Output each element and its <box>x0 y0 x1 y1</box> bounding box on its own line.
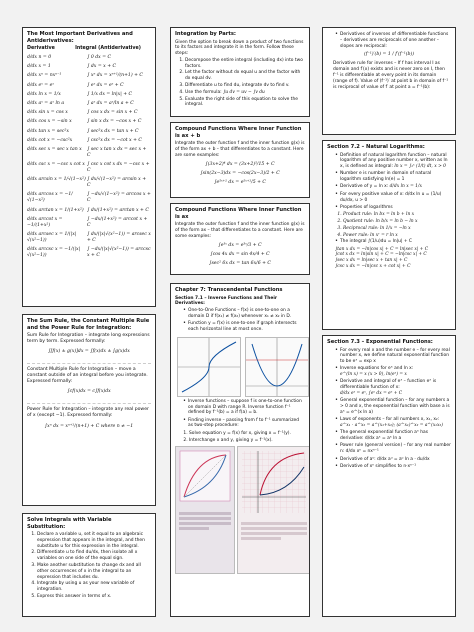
parts-box <box>170 27 310 117</box>
derivatives-list <box>27 55 151 259</box>
integral-formula: ∫ eˣ dx = eˣ + C <box>87 82 124 88</box>
integral-formula: ∫ xⁿ dx = xⁿ⁺¹/(n+1) + C <box>87 73 143 79</box>
integral-formula: ∫ −dx/(1+x²) = arccot x + C <box>87 216 148 228</box>
section72-bullet <box>335 184 451 190</box>
inverse-derivative-box <box>322 27 456 135</box>
inverse-derivative-bullet: • Derivatives of inverses of differentiable functions – derivatives are reciprocals of one another – slopes are reciprocal: <box>335 32 451 49</box>
parts-steps <box>185 58 305 108</box>
integral-formula: ∫ csc²x dx = −cot x + C <box>87 137 142 143</box>
compound-ax-example: ∫sec² 6x dx = tan 6x/6 + C <box>209 261 271 267</box>
sum-rule-text: Sum Rule for Integration – integrate long expressions term by term. Expressed formally: <box>27 333 150 344</box>
derivative-formula: d/dx cos x = −sin x <box>27 119 72 125</box>
text-line <box>179 527 209 530</box>
substitution-steps <box>37 532 151 600</box>
section73-bullet: • For every real x and the number e – for every real number x, we define natural exponential function to be eˣ = exp x <box>335 348 451 365</box>
graph-area <box>175 335 305 397</box>
section72-bullet <box>335 153 451 170</box>
section72-bullet: • Properties of logarithms <box>335 205 451 211</box>
integral-formula: ∫ sin x dx = −cos x + C <box>87 119 142 125</box>
section72-bullet: • The integral ∫(1/u)du = ln|u| + C <box>335 239 451 245</box>
derivative-formula: d/dx arctan x = 1/(1+x²) <box>27 207 84 213</box>
integral-formula: ∫ sec x tan x dx = sec x + C <box>87 146 147 158</box>
not-one-to-one-graph <box>245 337 309 397</box>
parts-title: Integration by Parts: <box>175 31 236 37</box>
trig-integrals <box>327 247 451 270</box>
derivative-row <box>27 232 151 244</box>
text-line <box>241 527 307 530</box>
derivative-formula: d/dx tan x = sec²x <box>27 128 69 134</box>
section73-bullet: • Derivative of aᵘ: d/dx aᵘ = aᵘ ln a · du/dx <box>335 457 451 463</box>
graph-paper-icon <box>238 447 310 517</box>
integral-formula: ∫ −dx/(|x|√(x²−1)) = arccsc x + C <box>87 247 151 259</box>
compound-axb-example: ∫sin(2x−3)dx = −cos(2x−3)/2 + C <box>200 171 280 177</box>
power-rule-formula: ∫xⁿ dx = xⁿ⁺¹/(n+1) + C where n ≠ −1 <box>44 424 134 429</box>
derivative-formula: d/dx cot x = −csc²x <box>27 137 73 143</box>
compound-axb-example: ∫(3x+2)⁴ dx = (3x+2)⁵/15 + C <box>205 162 275 168</box>
section72-box <box>322 140 456 330</box>
derivative-col-header: Derivative <box>27 46 55 51</box>
section73-bullet <box>335 379 451 396</box>
integral-formula: ∫ dx/(1+x²) = arctan x + C <box>87 207 149 213</box>
integral-formula: ∫ 0 dx = C <box>87 55 112 60</box>
derivative-row <box>27 101 151 107</box>
log-property: 2. Quotient rule: ln b/x = ln b − ln x <box>343 219 451 225</box>
substitution-step: 1. Declare a variable u, set it equal to an algebraic expression that appears in the integral, and then substitute u for this expression in the integral. <box>37 532 151 549</box>
derivative-row <box>27 73 151 79</box>
inverse-step: 1. Solve equation y = f(x) for x, giving x = f⁻¹(y). <box>189 431 305 437</box>
derivative-formula: d/dx arccsc x = −1/(|x|√(x²−1)) <box>27 247 81 259</box>
textbook-graph-icon <box>176 447 234 507</box>
derivative-row <box>27 92 151 98</box>
chapter7-title: Chapter 7: Transcendental Functions <box>175 287 283 293</box>
derivatives-table-box <box>22 27 156 307</box>
parts-step: 1. Decompose the entire integral (including dx) into two factors. <box>185 58 305 70</box>
integral-formula: ∫ aˣ dx = aˣ/ln a + C <box>87 100 134 106</box>
section72-title: Section 7.2 – Natural Logarithms: <box>327 144 425 150</box>
section72-formula: ln x = ∫₁ˣ (1/t) dt, x > 0 <box>394 164 446 170</box>
compound-ax-example: ∫e³ˣ dx = e³ˣ/3 + C <box>218 243 262 249</box>
chapter7-box <box>170 283 310 617</box>
substitution-box <box>22 513 156 617</box>
integral-formula: ∫ 1/x dx = ln|x| + C <box>87 91 133 97</box>
constant-multiple-text: Constant Multiple Rule for Integration – move a constant outside of an integral before you integrate. Expressed formally: <box>27 367 148 384</box>
trig-integral: ∫sec x dx = ln|sec x + tan x| + C <box>335 258 408 264</box>
derivative-row <box>27 119 151 125</box>
chapter7-bullet: • One-to-One Functions – f(x) is one-to-one on a domain D if f(x₁) ≠ f(x₂) whenever x₁ ≠ x₂ in D. <box>183 308 305 320</box>
derivative-formula: d/dx arcsin x = 1/√(1−x²) <box>27 177 86 183</box>
derivative-formula: d/dx csc x = −csc x cot x <box>27 162 85 168</box>
derivative-formula: d/dx n = 0 <box>27 55 52 60</box>
one-to-one-graph <box>177 337 241 397</box>
section73-formula: d/dx eˣ = eˣ, ∫eˣ dx = eˣ + C <box>340 391 403 397</box>
substitution-step: 3. Make another substitution to change dx and all other occurrences of x in the integral to an expression that includes du. <box>37 563 151 580</box>
integral-formula: ∫ sec²x dx = tan x + C <box>87 128 139 134</box>
substitution-step: 5. Express this answer in terms of x. <box>37 594 151 600</box>
derivative-formula: d/dx eˣ = eˣ <box>27 82 54 88</box>
log-property: 3. Reciprocal rule: ln 1/x = −ln x <box>343 226 451 232</box>
section72-list <box>335 153 451 211</box>
parts-step: 5. Evaluate the right side of this equation to solve the integral. <box>185 97 305 109</box>
text-line <box>179 517 231 520</box>
section72-text: Derivative of y = ln x: <box>340 184 389 190</box>
parts-step-text: Use the formula: <box>185 89 222 95</box>
derivative-row <box>27 138 151 144</box>
derivative-row <box>27 83 151 89</box>
text-line <box>179 512 231 515</box>
text-line <box>241 532 307 535</box>
text-line <box>241 537 281 540</box>
trig-integral: ∫tan x dx = −ln|cos x| + C = ln|sec x| + C <box>335 246 429 252</box>
sum-rule-formula: ∫[f(x) ± g(x)]dx = ∫f(x)dx ± ∫g(x)dx <box>48 349 130 354</box>
section73-bullet <box>335 417 451 429</box>
text-line <box>179 522 231 525</box>
text-line <box>241 522 307 525</box>
constant-multiple-formula: ∫cf(x)dx = c∫f(x)dx <box>67 389 111 394</box>
compound-ax-title: Compound Functions Where Inner Function is ax <box>175 207 302 220</box>
integral-formula: ∫ dx = x + C <box>87 64 117 70</box>
section73-text: Derivative and integral of eˣ – function eˣ is differentiable function of x: <box>340 379 437 391</box>
section72-list <box>335 239 451 245</box>
derivative-row <box>27 64 151 70</box>
trig-integral: ∫csc x dx = −ln|csc x + cot x| + C <box>335 264 411 270</box>
section72-formula: d/dx ln x = 1/x <box>389 184 422 190</box>
derivative-row <box>27 147 151 159</box>
section72-text: Definition of natural logarithm function – natural logarithm of any positive number x, written as ln x, is defined as integral: <box>340 152 448 170</box>
section73-bullet: • Derivative of xⁿ simplifies to n·xⁿ⁻¹ <box>335 464 451 470</box>
inverse-step: 2. Interchange x and y, giving y = f⁻¹(x). <box>189 438 305 444</box>
section73-bullet: • Power rule (general version) – for any real number n: d/dx xⁿ = nxⁿ⁻¹ <box>335 443 451 455</box>
chapter7-list <box>183 399 305 429</box>
derivative-row <box>27 129 151 135</box>
derivative-formula: d/dx arccot x = −1/(1+x²) <box>27 216 63 228</box>
sum-rule-title: The Sum Rule, the Constant Multiple Rule and the Power Rule for Integration: <box>27 318 150 331</box>
section73-bullet <box>335 366 451 378</box>
inverse-derivative-formula: (f⁻¹)′(b) = 1 / f′(f⁻¹(b)) <box>363 52 415 58</box>
sum-rule-box <box>22 314 156 506</box>
section73-bullet: • General exponential function – for any numbers a > 0 and x, the exponential function with base a is aˣ = e^(x ln a) <box>335 398 451 415</box>
derivative-formula: d/dx ln x = 1/x <box>27 91 61 97</box>
derivative-formula: d/dx xⁿ = nxⁿ⁻¹ <box>27 73 62 79</box>
integral-formula: ∫ csc x cot x dx = −csc x + C <box>87 162 150 174</box>
chapter7-bullet: • Function y = f(x) is one-to-one if graph intersects each horizontal line at most once. <box>183 321 305 333</box>
inverse-derivative-list <box>335 32 451 49</box>
compound-axb-example: ∫e⁵ˣ⁺¹ dx = e⁵ˣ⁺¹/5 + C <box>214 180 266 186</box>
integral-col-header: Integral (Antiderivative) <box>75 46 141 51</box>
compound-axb-body: Integrate the outer function f and the inner function g(x) is of the form ax + b – that differentiates to a constant. Here are some examples: <box>175 141 305 158</box>
integral-formula: ∫ dx/√(1−x²) = arcsin x + C <box>87 177 147 189</box>
section72-bullet: • For every positive value of x: d/dx ln u = (1/u) du/dx, u > 0 <box>335 192 451 204</box>
compound-axb-title: Compound Functions Where Inner Function is ax + b <box>175 126 302 139</box>
compound-ax-box <box>170 203 310 275</box>
derivatives-title: The Most Important Derivatives and Antiderivatives: <box>27 31 133 44</box>
parts-step: 2. Let the factor without dx equal u and the factor with dx equal dv. <box>185 70 305 82</box>
derivative-row <box>27 177 151 189</box>
substitution-title: Solve Integrals with Variable Substitution: <box>27 517 112 530</box>
derivative-formula: d/dx x = 1 <box>27 64 51 70</box>
derivative-row <box>27 208 151 214</box>
section73-formula: e^(ln x) = x (x > 0), ln(eˣ) = x <box>340 372 407 378</box>
section73-title: Section 7.3 – Exponential Functions: <box>327 339 433 345</box>
derivative-formula: d/dx aˣ = aˣ ln a <box>27 100 65 106</box>
compound-ax-body: Integrate the outer function f and the inner function g(x) is of the form ax – that differentiates to a constant. Here are some examples: <box>175 222 305 239</box>
integral-formula: ∫ −dx/√(1−x²) = arccos x + C <box>87 192 151 204</box>
parts-step <box>185 90 305 96</box>
derivative-row <box>27 217 151 229</box>
substitution-step: 2. Differentiate u to find du/dx, then isolate all x variables on one side of the equal sign. <box>37 550 151 562</box>
derivative-row <box>27 162 151 174</box>
integral-formula: ∫ cos x dx = sin x + C <box>87 110 138 116</box>
divider <box>27 363 151 364</box>
section73-text: Inverse equations for eˣ and ln x: <box>340 366 414 372</box>
derivative-formula: d/dx sec x = sec x tan x <box>27 146 82 152</box>
derivative-row <box>27 55 151 61</box>
section73-box <box>322 335 456 617</box>
power-rule-text: Power Rule for Integration – integrate any real power of x (except −1). Expressed formally: <box>27 407 149 418</box>
inverse-derivative-body: Derivative rule for inverses – If f has interval I as domain and f′(x) exists and is never zero on I, then f⁻¹ is differentiable at every point in its domain (range of f). Value of (f⁻¹)′ at point b in domain of f⁻¹ is reciprocal of value of f′ at point a = f⁻¹(b): <box>333 61 449 90</box>
section73-formula: a^x₁ · a^x₂ = a^(x₁+x₂); (a^x₁)^x₂ = a^(x₁x₂) <box>340 423 444 429</box>
log-properties <box>343 212 451 238</box>
integral-formula: ∫ dx/(|x|√(x²−1)) = arcsec x + C <box>87 232 151 243</box>
divider <box>27 403 151 404</box>
substitution-step: 4. Integrate by using u as your new variable of integration. <box>37 581 151 593</box>
log-property: 1. Product rule: ln bx = ln b + ln x <box>343 212 451 218</box>
chapter7-bullet: • Finding inverse – passing from f to f⁻¹ summarized as two-step procedure: <box>183 418 305 430</box>
derivative-row <box>27 247 151 259</box>
derivative-formula: d/dx arccos x = −1/√(1−x²) <box>27 192 73 204</box>
parts-formula: ∫u dv = uv − ∫v du <box>223 89 265 95</box>
derivative-row <box>27 110 151 116</box>
textbook-figures <box>175 446 305 576</box>
derivative-row <box>27 192 151 204</box>
derivative-formula: d/dx sin x = cos x <box>27 110 68 116</box>
derivatives-header <box>27 46 151 52</box>
section73-text: Laws of exponents – for all numbers x, x₁, x₂: <box>340 417 440 423</box>
trig-integral: ∫cot x dx = ln|sin x| + C = −ln|csc x| + C <box>335 252 427 258</box>
compound-ax-example: ∫cos 4x dx = sin 4x/4 + C <box>210 252 270 258</box>
chapter7-bullet: • Inverse functions – suppose f is one-to-one function on domain D with range R. Inverse function f⁻¹ defined by f⁻¹(b) = a if f(a) = b. <box>183 399 305 416</box>
chapter7-list <box>183 308 305 333</box>
log-property: 4. Power rule: ln xʳ = r ln x <box>343 233 451 239</box>
parts-step: 3. Differentiate u to find du, integrate dv to find v. <box>185 83 305 89</box>
section72-bullet: • Number e is number in domain of natural logarithm satisfying ln(e) = 1 <box>335 171 451 183</box>
parts-intro: Given the option to break down a product of two functions to its factors and integrate it in the form. Follow these steps: <box>175 39 304 57</box>
compound-axb-box <box>170 122 310 198</box>
chapter7-subtitle: Section 7.1 – Inverse Functions and Their Derivatives: <box>175 295 277 307</box>
section73-list <box>335 348 451 470</box>
inverse-steps <box>189 431 305 444</box>
textbook-photo <box>175 446 235 574</box>
textbook-photo <box>237 446 310 574</box>
section73-bullet: • The general exponential function aˣ has derivative: d/dx aˣ = aˣ ln a <box>335 430 451 442</box>
derivative-formula: d/dx arcsec x = 1/(|x|√(x²−1)) <box>27 232 77 243</box>
